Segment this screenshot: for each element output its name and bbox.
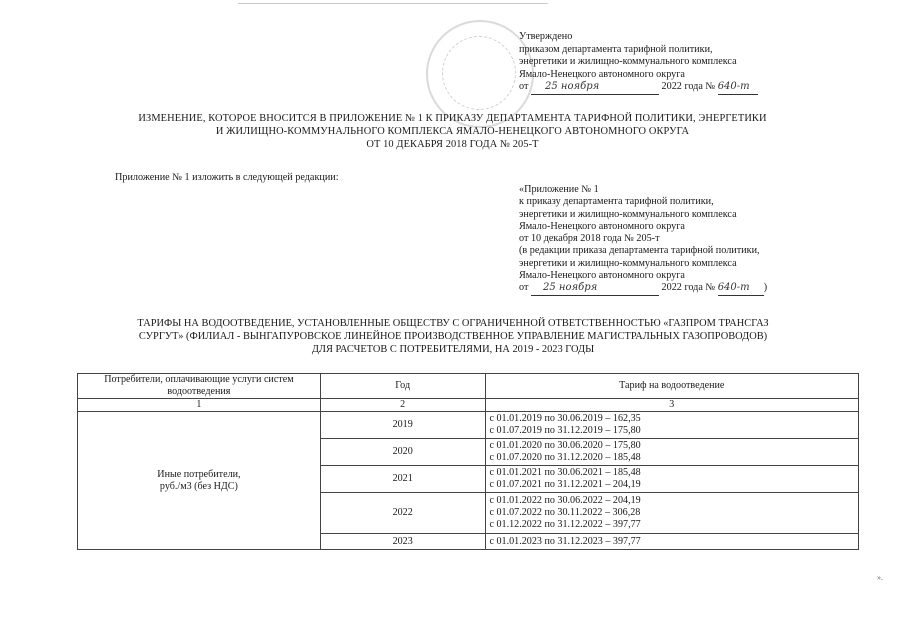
closing-quote-mark: ».: [877, 573, 883, 582]
amendment-title-line: ОТ 10 ДЕКАБРЯ 2018 ГОДА № 205-Т: [366, 138, 539, 150]
approval-date-line: от 25 ноября 2022 года № 640-т: [519, 81, 758, 95]
approval-block: [519, 31, 758, 95]
column-number: 2: [320, 399, 485, 412]
table-header-row: [78, 374, 859, 399]
amendment-title-line: ИЗМЕНЕНИЕ, КОТОРОЕ ВНОСИТСЯ В ПРИЛОЖЕНИЕ № 1 К ПРИКАЗУ ДЕПАРТАМЕНТА ТАРИФНОЙ ПОЛИТИКИ, ЭНЕРГЕТИКИ: [138, 113, 767, 124]
column-number: 3: [485, 399, 859, 412]
tariff-cell: с 01.01.2021 по 30.06.2021 – 185,48 с 01.07.2021 по 31.12.2021 – 204,19: [485, 466, 859, 493]
appendix-line: энергетики и жилищно-коммунального комплекса: [519, 208, 737, 220]
approval-line: приказом департамента тарифной политики,: [519, 43, 713, 55]
approval-line: Утверждено: [519, 31, 573, 42]
tariff-title-line: ДЛЯ РАСЧЕТОВ С ПОТРЕБИТЕЛЯМИ, НА 2019 - 2023 ГОДЫ: [311, 343, 595, 355]
intro-paragraph: Приложение № 1 изложить в следующей редакции:: [115, 172, 339, 183]
appendix-line: энергетики и жилищно-коммунального комплекса: [519, 257, 737, 269]
year-cell: 2020: [320, 439, 485, 466]
approval-line: энергетики и жилищно-коммунального комплекса: [519, 56, 737, 68]
approval-line: Ямало-Ненецкого автономного округа: [519, 68, 685, 80]
year-cell: 2021: [320, 466, 485, 493]
tariff-table: [77, 373, 859, 550]
appendix-line: к приказу департамента тарифной политики,: [519, 196, 714, 208]
year-cell: 2022: [320, 493, 485, 534]
appendix-handwritten-number: 640-т: [717, 282, 750, 294]
column-number-row: [78, 399, 859, 412]
tariff-cell: с 01.01.2022 по 30.06.2022 – 204,19 с 01.07.2022 по 30.11.2022 – 306,28 с 01.12.2022 по 31.12.2022 – 397,77: [485, 493, 859, 534]
tariff-cell: с 01.01.2019 по 30.06.2019 – 162,35 с 01.07.2019 по 31.12.2019 – 175,80: [485, 412, 859, 439]
tariff-title-line: ТАРИФЫ НА ВОДООТВЕДЕНИЕ, УСТАНОВЛЕННЫЕ ОБЩЕСТВУ С ОГРАНИЧЕННОЙ ОТВЕТСТВЕННОСТЬЮ «ГАЗПРОМ ТРАНСГАЗ: [137, 318, 769, 329]
amendment-title: [40, 113, 865, 151]
header-consumers: Потребители, оплачивающие услуги систем водоотведения: [78, 374, 321, 399]
column-number: 1: [78, 399, 321, 412]
appendix-line: «Приложение № 1: [519, 184, 599, 195]
year-cell: 2019: [320, 412, 485, 439]
tariff-cell: с 01.01.2023 по 31.12.2023 – 397,77: [485, 534, 859, 550]
approval-handwritten-date: 25 ноября: [544, 81, 600, 93]
appendix-line: Ямало-Ненецкого автономного округа: [519, 220, 685, 232]
header-year: Год: [320, 374, 485, 399]
top-divider-line: [238, 3, 548, 4]
appendix-date-line: от 25 ноября 2022 года № 640-т ): [519, 282, 767, 295]
approval-handwritten-number: 640-т: [717, 81, 750, 93]
tariff-cell: с 01.01.2020 по 30.06.2020 – 175,80 с 01.07.2020 по 31.12.2020 – 185,48: [485, 439, 859, 466]
appendix-line: от 10 декабря 2018 года № 205-т: [519, 233, 660, 245]
appendix-handwritten-date: 25 ноября: [542, 282, 598, 294]
appendix-line: (в редакции приказа департамента тарифной политики,: [519, 245, 760, 257]
tariff-title-line: СУРГУТ» (ФИЛИАЛ - ВЫНГАПУРОВСКОЕ ЛИНЕЙНОЕ ПРОИЗВОДСТВЕННОЕ УПРАВЛЕНИЕ МАГИСТРАЛЬНЫХ ГАЗОПРОВОДОВ): [138, 330, 768, 342]
consumer-cell: Иные потребители, руб./м3 (без НДС): [78, 412, 321, 550]
seal-stamp: [426, 20, 534, 128]
amendment-title-line: И ЖИЛИЩНО-КОММУНАЛЬНОГО КОМПЛЕКСА ЯМАЛО-НЕНЕЦКОГО АВТОНОМНОГО ОКРУГА: [215, 125, 690, 137]
appendix-line: Ямало-Ненецкого автономного округа: [519, 270, 685, 282]
year-cell: 2023: [320, 534, 485, 550]
tariff-title: [38, 318, 868, 356]
table-row: [78, 412, 859, 439]
appendix-block: [519, 184, 767, 296]
header-tariff: Тариф на водоотведение: [485, 374, 859, 399]
